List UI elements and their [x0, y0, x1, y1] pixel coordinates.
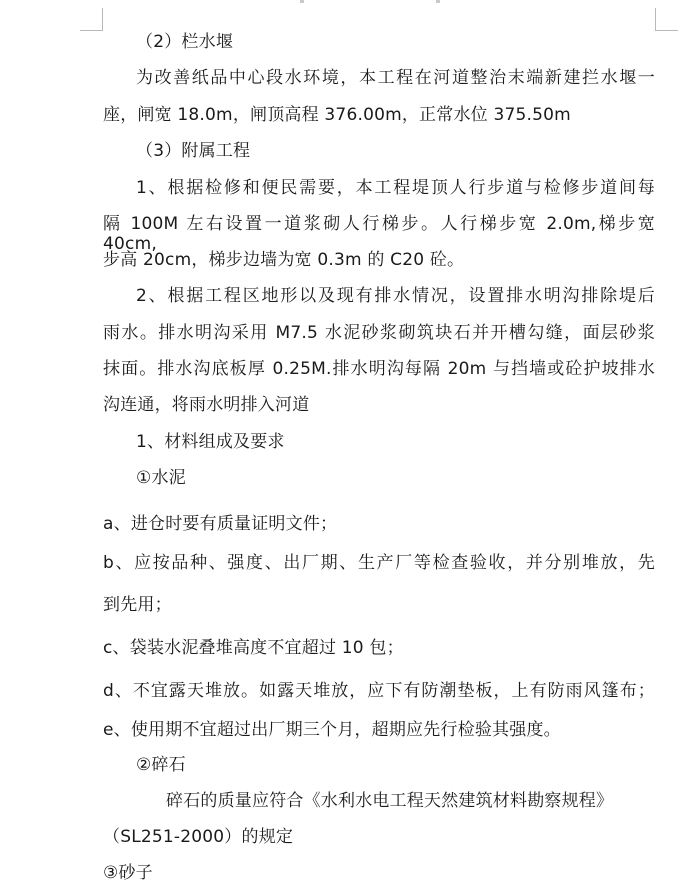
margin-corner-top-left: [80, 8, 103, 31]
margin-corner-top-right: [655, 8, 678, 31]
list-item: e、使用期不宜超过出厂期三个月，超期应先行检验其强度。: [103, 720, 561, 740]
paragraph-line: 2、根据工程区地形以及现有排水情况，设置排水明沟排除堤后: [136, 286, 655, 306]
ruler-tick: [436, 0, 440, 3]
list-item: 到先用；: [103, 595, 172, 615]
section-heading-materials: 1、材料组成及要求: [136, 432, 285, 452]
subheading-sand: ③砂子: [103, 863, 153, 883]
paragraph-line: 步高 20cm，梯步边墙为宽 0.3m 的 C20 砼。: [103, 250, 465, 270]
paragraph-line: 抹面。排水沟底板厚 0.25M.排水明沟每隔 20m 与挡墙或砼护坡排水: [103, 359, 655, 379]
paragraph-line: 碎石的质量应符合《水利水电工程天然建筑材料勘察规程》: [166, 791, 614, 811]
subheading-gravel: ②碎石: [136, 755, 186, 775]
ruler-tick: [300, 0, 304, 3]
paragraph-line: 沟连通，将雨水明排入河道: [103, 395, 310, 415]
list-item: d、不宜露天堆放。如露天堆放，应下有防潮垫板，上有防雨风篷布；: [103, 681, 655, 701]
paragraph-line: （SL251-2000）的规定: [103, 827, 294, 847]
list-item: b、应按品种、强度、出厂期、生产厂等检查验收，并分别堆放，先: [103, 553, 655, 573]
paragraph-line: 座，闸宽 18.0m，闸顶高程 376.00m，正常水位 375.50m: [103, 105, 571, 125]
paragraph-line: 隔 100M 左右设置一道浆砌人行梯步。人行梯步宽 2.0m,梯步宽 40cm,: [103, 214, 655, 254]
list-item: c、袋装水泥叠堆高度不宜超过 10 包；: [103, 638, 404, 658]
section-heading-auxiliary: （3）附属工程: [136, 141, 251, 161]
list-item: a、进仓时要有质量证明文件；: [103, 514, 338, 534]
paragraph-line: 1、根据检修和便民需要，本工程堤顶人行步道与检修步道间每: [136, 178, 655, 198]
paragraph-line: 为改善纸品中心段水环境，本工程在河道整治末端新建拦水堰一: [136, 68, 655, 88]
section-heading-weir: （2）栏水堰: [136, 32, 234, 52]
subheading-cement: ①水泥: [136, 468, 186, 488]
paragraph-line: 雨水。排水明沟采用 M7.5 水泥砂浆砌筑块石并开槽勾缝，面层砂浆: [103, 323, 656, 343]
